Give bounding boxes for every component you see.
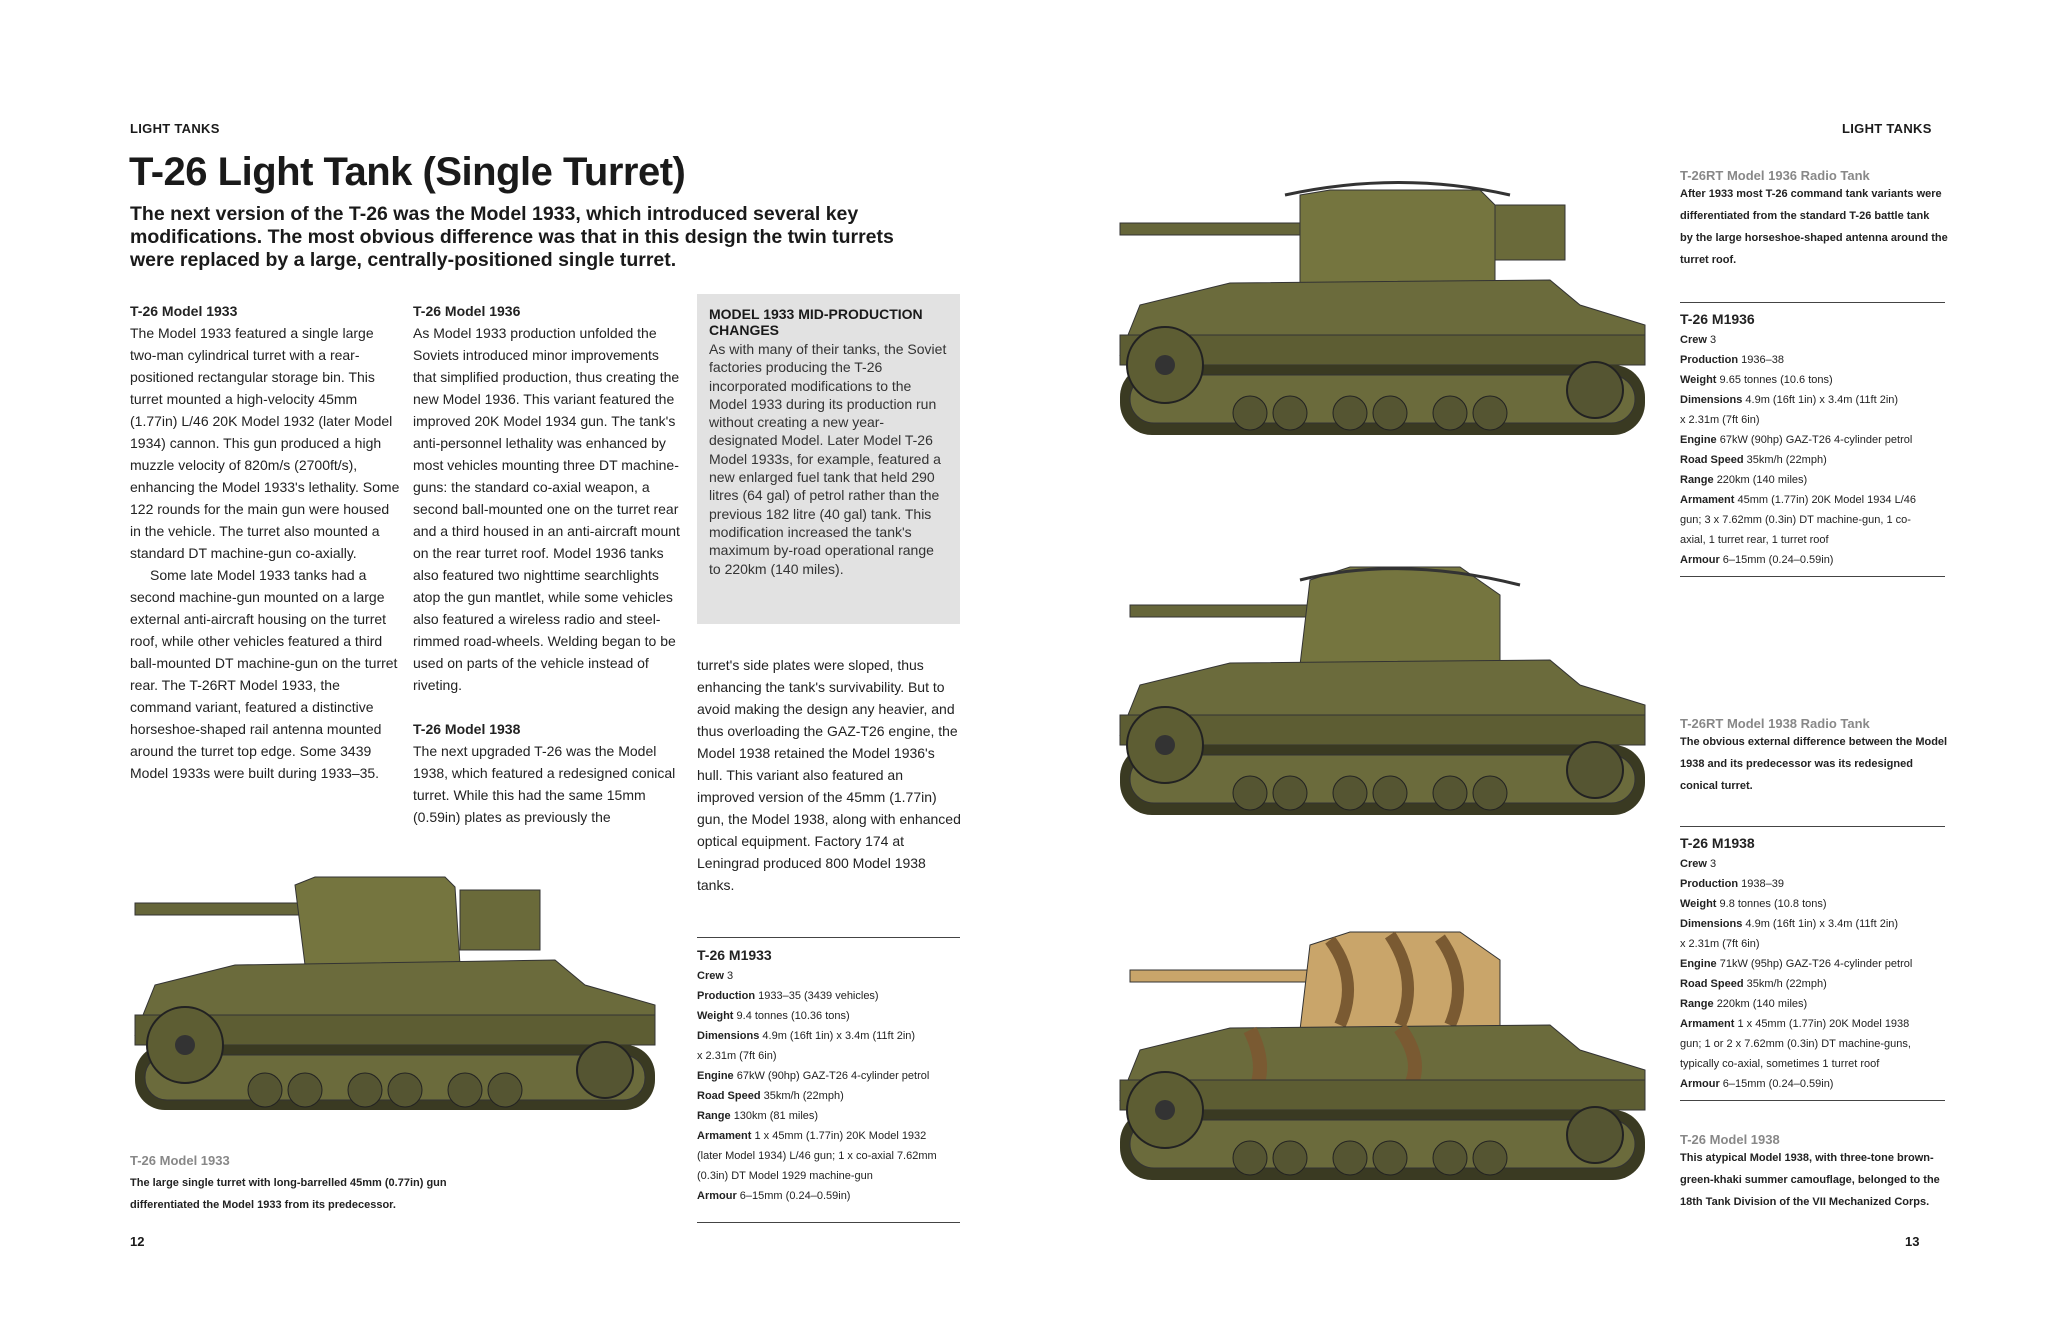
spec-table-m1936 [1680, 308, 1970, 570]
caption-t26rt-1936 [1680, 168, 1950, 271]
spec-value: 3 [726, 970, 734, 982]
spec-row [1680, 894, 1970, 914]
spec-label: Armour [1680, 1078, 1720, 1090]
spec-row [697, 1066, 997, 1086]
page-title: T-26 Light Tank (Single Turret) [129, 150, 686, 194]
spec-value: x 2.31m (7ft 6in) [697, 1050, 777, 1062]
spec-label: Engine [1680, 958, 1717, 970]
spec-label: Armament [1680, 1018, 1735, 1030]
spec-row [697, 1186, 997, 1206]
spec-label: Crew [1680, 334, 1707, 346]
spec-row [697, 966, 997, 986]
spec-row [1680, 854, 1970, 874]
spec-value: 3 [1709, 858, 1717, 870]
spec-label: Engine [697, 1070, 734, 1082]
caption-line: differentiated from the standard T-26 battle tank [1680, 210, 1930, 222]
caption-line: turret roof. [1680, 254, 1737, 266]
heading-model-1938: T-26 Model 1938 [413, 721, 521, 737]
spec-row [1680, 530, 1970, 550]
spec-label: Road Speed [1680, 978, 1744, 990]
caption-t26rt-1938 [1680, 716, 1950, 797]
intro-paragraph: The next version of the T-26 was the Model 1933, which introduced several key modifications. The most obvious difference was that in this design the twin turrets were replaced by a large, centrally-positioned single turret. [130, 203, 894, 271]
spec-rule-top [697, 937, 960, 938]
caption-line: 1938 and its predecessor was its redesigned [1680, 758, 1913, 770]
spec-row [1680, 1054, 1970, 1074]
column-2 [413, 300, 681, 828]
spec-value: (0.3in) DT Model 1929 machine-gun [697, 1170, 873, 1182]
spec-value: gun; 3 x 7.62mm (0.3in) DT machine-gun, 1 co- [1680, 514, 1911, 526]
spec-row [697, 1006, 997, 1026]
spec-label: Armament [1680, 494, 1735, 506]
caption2-text [1680, 731, 1950, 797]
spec-label: Weight [1680, 898, 1717, 910]
caption-line-1: The large single turret with long-barrelled 45mm (0.77in) gun [130, 1177, 447, 1189]
caption-line: by the large horseshoe-shaped antenna around the [1680, 232, 1948, 244]
tank-1936-drawing [1120, 183, 1645, 436]
spec-row [1680, 914, 1970, 934]
spec-row [697, 1026, 997, 1046]
spec-value: (later Model 1934) L/46 gun; 1 x co-axial 7.62mm [697, 1150, 937, 1162]
caption-line: After 1933 most T-26 command tank variants were [1680, 188, 1942, 200]
spec-label: Dimensions [1680, 394, 1743, 406]
spec-value: gun; 1 or 2 x 7.62mm (0.3in) DT machine-guns, [1680, 1038, 1911, 1050]
spec-label: Production [1680, 878, 1739, 890]
spec-label: Dimensions [1680, 918, 1743, 930]
spec-value: 9.4 tonnes (10.36 tons) [736, 1010, 850, 1022]
section-label-right: LIGHT TANKS [1842, 121, 1932, 136]
spec2-title: T-26 M1938 [1680, 835, 1755, 851]
caption-title-model-1933: T-26 Model 1933 [130, 1153, 230, 1168]
spec-value: 3 [1709, 334, 1717, 346]
spec-value: x 2.31m (7ft 6in) [1680, 414, 1760, 426]
caption3-title: T-26 Model 1938 [1680, 1132, 1780, 1147]
spec-value: 6–15mm (0.24–0.59in) [739, 1190, 851, 1202]
caption-line-2: differentiated the Model 1933 from its predecessor. [130, 1199, 396, 1211]
spec-label: Crew [697, 970, 724, 982]
spec-value: 4.9m (16ft 1in) x 3.4m (11ft 2in) [1745, 918, 1899, 930]
tank-illustration-t26rt-1936 [1100, 175, 1660, 465]
rule-r3 [1680, 826, 1945, 827]
spec-label: Production [697, 990, 756, 1002]
rule-r4 [1680, 1100, 1945, 1101]
caption1-text [1680, 183, 1950, 271]
spec-title: T-26 M1933 [697, 947, 772, 963]
spec-value: 6–15mm (0.24–0.59in) [1722, 1078, 1834, 1090]
col1-paragraph-1: The Model 1933 featured a single large two-man cylindrical turret with a rear-positioned rectangular storage bin. This turret mounted a high-velocity 45mm (1.77in) L/46 20K Model 1932 (later Model 1934) cannon. This gun produced a high muzzle velocity of 820m/s (2700ft/s), enhancing the Model 1933's lethality. Some 122 rounds for the main gun were housed in the vehicle. The turret also mounted a standard DT machine-gun co-axially. [130, 325, 400, 561]
spec-value: 9.65 tonnes (10.6 tons) [1719, 374, 1833, 386]
spec-label: Production [1680, 354, 1739, 366]
spec-row [697, 1146, 997, 1166]
spec-value: 130km (81 miles) [733, 1110, 819, 1122]
tank-1938-drawing [1120, 567, 1645, 815]
spec-row [1680, 1074, 1970, 1094]
spec-value: 35km/h (22mph) [1746, 454, 1827, 466]
spec-table-m1938 [1680, 832, 1970, 1094]
spec-row [1680, 1034, 1970, 1054]
spec-row [1680, 410, 1970, 430]
spec-value: 1933–35 (3439 vehicles) [758, 990, 879, 1002]
spec-row [1680, 1014, 1970, 1034]
spec-row [1680, 470, 1970, 490]
spec-row [1680, 550, 1970, 570]
column-1 [130, 300, 400, 784]
spec-value: 9.8 tonnes (10.8 tons) [1719, 898, 1827, 910]
caption-line: This atypical Model 1938, with three-tone brown- [1680, 1152, 1934, 1164]
spec-row [1680, 994, 1970, 1014]
caption-model-1938 [1680, 1132, 1950, 1213]
spec-row [697, 1106, 997, 1126]
sidebar-box [697, 294, 960, 624]
col2-paragraph-1: As Model 1933 production unfolded the Soviets introduced minor improvements that simplified production, thus creating the new Model 1936. This variant featured the improved 20K Model 1934 gun. The tank's anti-personnel lethality was enhanced by most vehicles mounting three DT machine-guns: the standard co-axial weapon, a second ball-mounted one on the turret rear and a third housed in an anti-aircraft mount on the rear turret roof. Model 1936 tanks also featured two nighttime searchlights atop the gun mantlet, while some vehicles also featured a wireless radio and steel-rimmed road-wheels. Welding began to be used on parts of the vehicle instead of riveting. [413, 325, 680, 693]
spec-label: Range [1680, 474, 1714, 486]
spec-row [697, 1086, 997, 1106]
column-3 [697, 654, 962, 896]
spec-row [697, 1126, 997, 1146]
caption1-title: T-26RT Model 1936 Radio Tank [1680, 168, 1870, 183]
spec-value: 1 x 45mm (1.77in) 20K Model 1938 [1737, 1018, 1910, 1030]
caption-line: The obvious external difference between the Model [1680, 736, 1948, 748]
spec-label: Armour [697, 1190, 737, 1202]
spec-label: Dimensions [697, 1030, 760, 1042]
caption-line: green-khaki summer camouflage, belonged to the [1680, 1174, 1940, 1186]
box-title: MODEL 1933 MID-PRODUCTION CHANGES [709, 306, 923, 338]
section-label-left: LIGHT TANKS [130, 121, 220, 136]
tank-illustration-model-1938-camo [1100, 920, 1660, 1210]
spec-row [697, 1166, 997, 1186]
spec-label: Engine [1680, 434, 1717, 446]
spec-value: x 2.31m (7ft 6in) [1680, 938, 1760, 950]
col3-paragraph: turret's side plates were sloped, thus enhancing the tank's survivability. But to avoid making the design any heavier, and thus overloading the GAZ-T26 engine, the Model 1938 retained the Model 1936's hull. This variant also featured an improved version of the 45mm (1.77in) gun, the Model 1938, along with enhanced optical equipment. Factory 174 at Leningrad produced 800 Model 1938 tanks. [697, 657, 961, 893]
spec-value: 67kW (90hp) GAZ-T26 4-cylinder petrol [1719, 434, 1913, 446]
spec-row [1680, 390, 1970, 410]
spec-value: axial, 1 turret rear, 1 turret roof [1680, 534, 1829, 546]
spec-value: 6–15mm (0.24–0.59in) [1722, 554, 1834, 566]
col2-paragraph-2: The next upgraded T-26 was the Model 1938, which featured a redesigned conical turret. While this had the same 15mm (0.59in) plates as previously the [413, 743, 676, 825]
heading-model-1933: T-26 Model 1933 [130, 303, 238, 319]
spec-row [1680, 450, 1970, 470]
caption2-title: T-26RT Model 1938 Radio Tank [1680, 716, 1870, 731]
spec-value: 45mm (1.77in) 20K Model 1934 L/46 [1737, 494, 1917, 506]
spec-row [1680, 430, 1970, 450]
caption-line: 18th Tank Division of the VII Mechanized Corps. [1680, 1196, 1930, 1208]
page-number-left: 12 [130, 1234, 145, 1249]
spec-value: 35km/h (22mph) [1746, 978, 1827, 990]
tank-1938-camo-drawing [1120, 932, 1645, 1180]
spec-table-m1933 [697, 944, 997, 1206]
spec-value: 220km (140 miles) [1716, 998, 1808, 1010]
spec-row [1680, 974, 1970, 994]
spec-row [1680, 934, 1970, 954]
spec-value: 71kW (95hp) GAZ-T26 4-cylinder petrol [1719, 958, 1913, 970]
spec-row [1680, 874, 1970, 894]
spec-row [1680, 954, 1970, 974]
spec-label: Armament [697, 1130, 752, 1142]
spec-value: 1938–39 [1741, 878, 1784, 890]
spec-value: 4.9m (16ft 1in) x 3.4m (11ft 2in) [1745, 394, 1899, 406]
spec-label: Armour [1680, 554, 1720, 566]
tank-illustration-model-1933 [115, 865, 680, 1150]
spec-label: Crew [1680, 858, 1707, 870]
spec-label: Weight [697, 1010, 734, 1022]
spec-label: Range [697, 1110, 731, 1122]
spec-value: 1 x 45mm (1.77in) 20K Model 1932 [754, 1130, 927, 1142]
spec-value: 220km (140 miles) [1716, 474, 1808, 486]
box-text: As with many of their tanks, the Soviet factories producing the T-26 incorporated modifications to the Model 1933 during its production run without creating a new year-designated Model. Later Model T-26 Model 1933s, for example, featured a new enlarged fuel tank that held 290 litres (64 gal) of petrol rather than the previous 182 litre (40 gal) tank. This modification increased the tank's maximum by-road operational range to 220km (140 miles). [709, 341, 947, 577]
rule-r1 [1680, 302, 1945, 303]
spec-row [697, 1046, 997, 1066]
spec-value: 35km/h (22mph) [763, 1090, 844, 1102]
spec-value: typically co-axial, sometimes 1 turret roof [1680, 1058, 1880, 1070]
spec-value: 1936–38 [1741, 354, 1784, 366]
spec-row [1680, 490, 1970, 510]
spec-value: 4.9m (16ft 1in) x 3.4m (11ft 2in) [762, 1030, 916, 1042]
spec-value: 67kW (90hp) GAZ-T26 4-cylinder petrol [736, 1070, 930, 1082]
heading-model-1936: T-26 Model 1936 [413, 303, 521, 319]
spec-row [1680, 330, 1970, 350]
caption-line: conical turret. [1680, 780, 1753, 792]
spec-label: Range [1680, 998, 1714, 1010]
spec-row [697, 986, 997, 1006]
tank-illustration-t26rt-1938 [1100, 555, 1660, 845]
spec-label: Road Speed [1680, 454, 1744, 466]
rule-r2 [1680, 576, 1945, 577]
tank-1933-drawing [135, 877, 655, 1110]
spec1-title: T-26 M1936 [1680, 311, 1755, 327]
spec-row [1680, 510, 1970, 530]
spec-row [1680, 350, 1970, 370]
spec-label: Weight [1680, 374, 1717, 386]
spec-label: Road Speed [697, 1090, 761, 1102]
col1-paragraph-2: Some late Model 1933 tanks had a second machine-gun mounted on a large external anti-aircraft housing on the turret roof, while other vehicles featured a third ball-mounted DT machine-gun on the turret rear. The T-26RT Model 1933, the command variant, featured a distinctive horseshoe-shaped rail antenna mounted around the turret top edge. Some 3439 Model 1933s were built during 1933–35. [130, 567, 398, 781]
spec-rule-bottom [697, 1222, 960, 1223]
spec-row [1680, 370, 1970, 390]
caption3-text [1680, 1147, 1950, 1213]
page-number-right: 13 [1905, 1234, 1920, 1249]
